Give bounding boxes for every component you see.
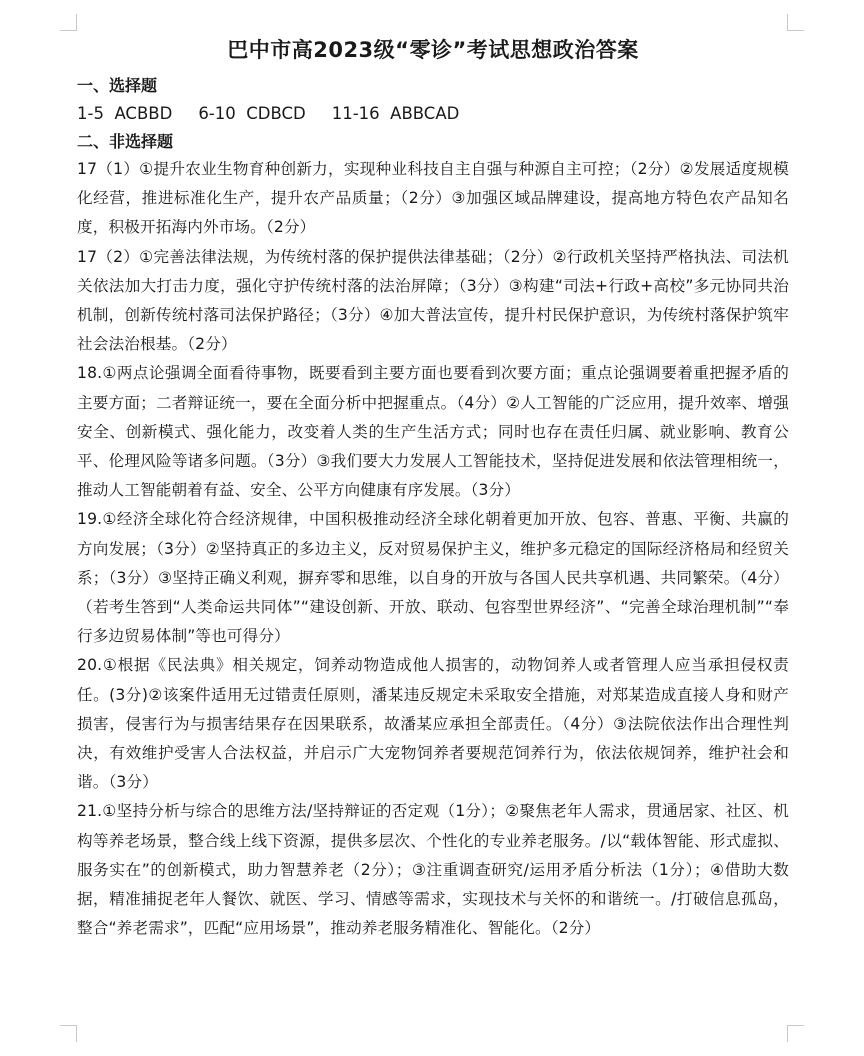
answer-19: 19.①经济全球化符合经济规律，中国积极推动经济全球化朝着更加开放、包容、普惠、平衡、共赢的方向发展；（3分）②坚持真正的多边主义，反对贸易保护主义，维护多元稳定的国际经济格局和经贸关系；（3分）③坚持正确义利观，摒弃零和思维，以自身的开放与各国人民共享机遇、共同繁荣。（4分）（若考生答到“人类命运共同体”“建设创新、开放、联动、包容型世界经济”、“完善全球治理机制”“奉行多边贸易体制”等也可得分）	[77, 510, 789, 646]
crop-mark-bottom-right	[787, 1025, 804, 1042]
answer-18: 18.①两点论强调全面看待事物，既要看到主要方面也要看到次要方面；重点论强调要着重把握矛盾的主要方面；二者辩证统一，要在全面分析中把握重点。（4分）②人工智能的广泛应用，提升效率、增强安全、创新模式、强化能力，改变着人类的生产生活方式；同时也存在责任归属、就业影响、教育公平、伦理风险等诸多问题。（3分）③我们要大力发展人工智能技术，坚持促进发展和依法管理相统一，推动人工智能朝着有益、安全、公平方向健康有序发展。（3分）	[77, 364, 789, 500]
section-heading-multiple-choice: 一、选择题	[77, 76, 158, 95]
answer-key-11-16: 11-16 ABBCAD	[331, 104, 460, 123]
answer-17-2: 17（2）①完善法律法规，为传统村落的保护提供法律基础；（2分）②行政机关坚持严格执法、司法机关依法加大打击力度，强化守护传统村落的法治屏障；（3分）③构建“司法+行政+高校”多元协同共治机制，创新传统村落司法保护路径；（3分）④加大普法宣传，提升村民保护意识，为传统村落保护筑牢社会法治根基。（2分）	[77, 247, 789, 354]
multiple-choice-answer-keys	[77, 99, 789, 128]
answer-key-1-5: 1-5 ACBBD	[77, 104, 173, 123]
answer-21: 21.①坚持分析与综合的思维方法/坚持辩证的否定观（1分）；②聚焦老年人需求，贯通居家、社区、机构等养老场景，整合线上线下资源，提供多层次、个性化的专业养老服务。/以“载体智能、形式虚拟、服务实在”的创新模式，助力智慧养老（2分）；③注重调查研究/运用矛盾分析法（1分）；④借助大数据，精准捕捉老年人餐饮、就医、学习、情感等需求，实现技术与关怀的和谐统一。/打破信息孤岛，整合“养老需求”，匹配“应用场景”，推动养老服务精准化、智能化。（2分）	[77, 802, 789, 938]
answer-sheet-page	[77, 30, 789, 943]
answer-key-6-10: 6-10 CDBCD	[198, 104, 306, 123]
crop-mark-top-right	[787, 14, 804, 31]
answer-20: 20.①根据《民法典》相关规定，饲养动物造成他人损害的，动物饲养人或者管理人应当承担侵权责任。(3分)②该案件适用无过错责任原则，潘某违反规定未采取安全措施，对郑某造成直接人身和财产损害，侵害行为与损害结果存在因果联系，故潘某应承担全部责任。（4分）③法院依法作出合理性判决，有效维护受害人合法权益，并启示广大宠物饲养者要规范饲养行为，依法依规饲养，维护社会和谐。（3分）	[77, 656, 789, 792]
section-heading-non-multiple-choice: 二、非选择题	[77, 132, 174, 151]
page-title: 巴中市高2023级“零诊”考试思想政治答案	[227, 38, 639, 62]
crop-mark-bottom-left	[60, 1025, 77, 1042]
answer-17-1: 17（1）①提升农业生物育种创新力，实现种业科技自主自强与种源自主可控；（2分）②发展适度规模化经营，推进标准化生产，提升农产品质量；（2分）③加强区域品牌建设，提高地方特色农产品知名度，积极开拓海内外市场。（2分）	[77, 160, 789, 237]
crop-mark-top-left	[60, 14, 77, 31]
